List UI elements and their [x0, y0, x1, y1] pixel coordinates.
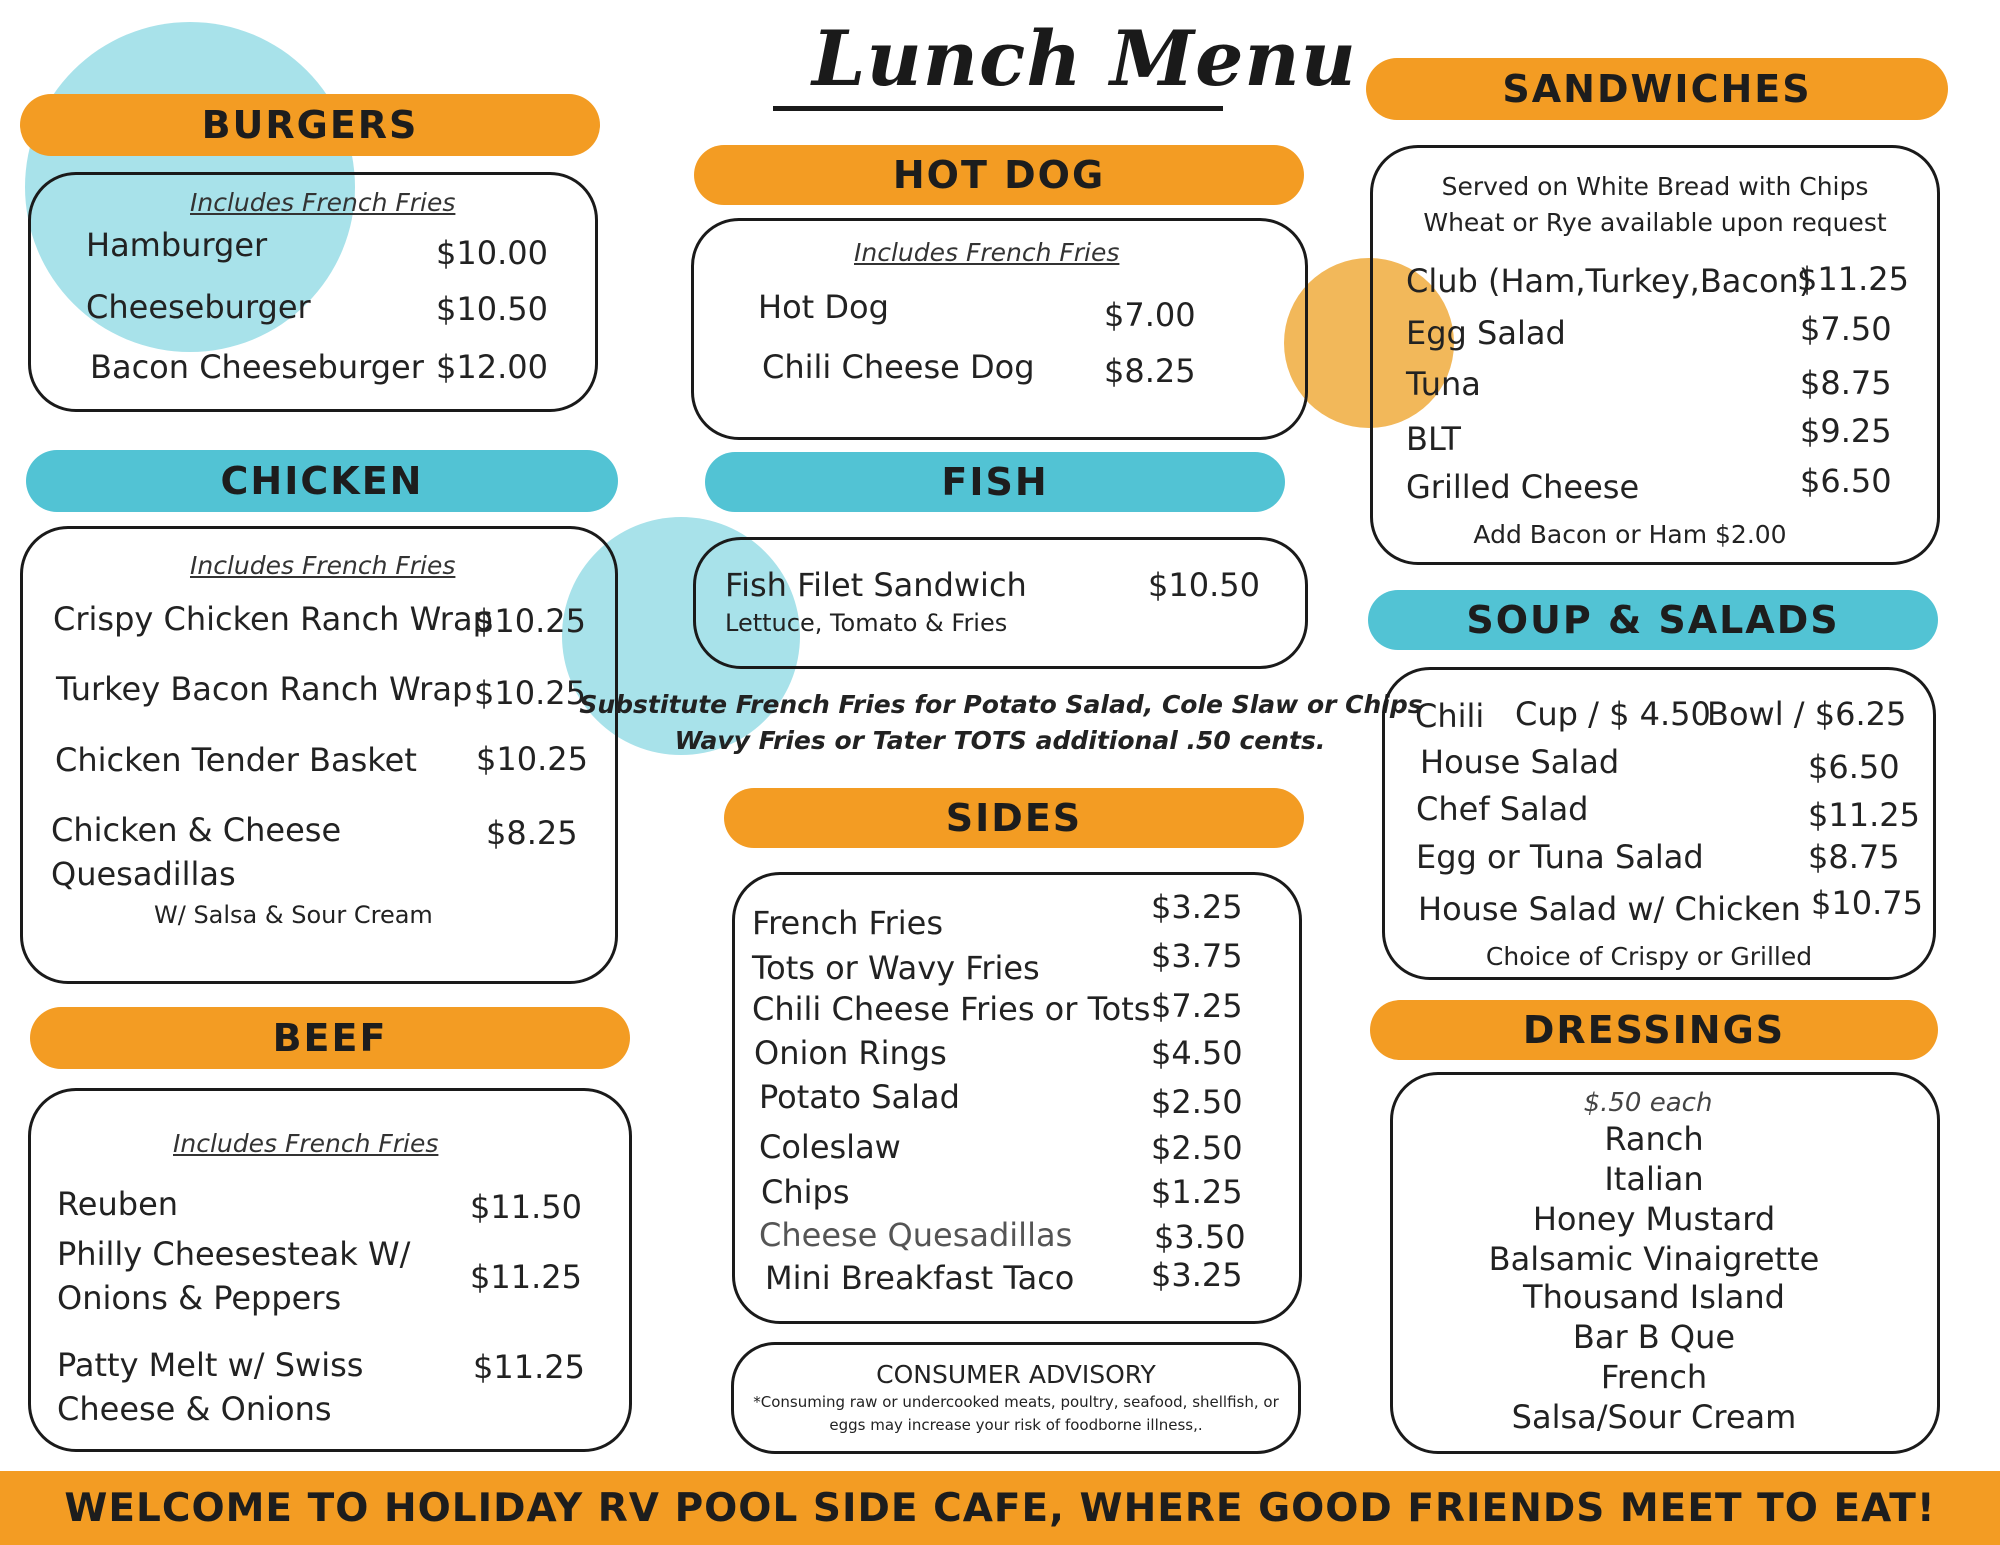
substitute-note-line1: Substitute French Fries for Potato Salad, Cole Slaw or Chips — [579, 690, 1423, 719]
dressings-price: $.50 each — [1583, 1088, 1713, 1118]
menu-item-price: $11.25 — [1808, 796, 1920, 834]
dressing-item: Salsa/Sour Cream — [1511, 1398, 1797, 1436]
menu-item-price: $11.25 — [470, 1258, 582, 1296]
menu-item-price: $7.25 — [1151, 987, 1243, 1025]
menu-item-price: $6.50 — [1800, 462, 1892, 500]
menu-item-name: Tots or Wavy Fries — [752, 949, 1040, 987]
menu-item-name: Turkey Bacon Ranch Wrap — [56, 670, 473, 708]
menu-item-name: Chips — [761, 1173, 850, 1211]
dressing-item: Balsamic Vinaigrette — [1488, 1240, 1820, 1278]
beef-heading: BEEF — [30, 1007, 630, 1069]
advisory-heading: CONSUMER ADVISORY — [876, 1360, 1156, 1389]
menu-item-price: $10.25 — [474, 602, 586, 640]
menu-item-price: $3.50 — [1154, 1218, 1246, 1256]
chicken-includes-note: Includes French Fries — [190, 551, 456, 580]
menu-item-price: $11.50 — [470, 1188, 582, 1226]
dressings-heading: DRESSINGS — [1370, 1000, 1938, 1060]
menu-item-price: $3.25 — [1151, 888, 1243, 926]
menu-item-price: $1.25 — [1151, 1173, 1243, 1211]
title-underline — [773, 106, 1223, 111]
menu-item-name: BLT — [1406, 420, 1461, 458]
burgers-includes-note: Includes French Fries — [190, 188, 456, 217]
hotdog-heading: HOT DOG — [694, 145, 1304, 205]
menu-item-name: Egg Salad — [1406, 314, 1566, 352]
menu-item-name: Fish Filet Sandwich — [725, 566, 1027, 604]
menu-item-name: Reuben — [57, 1185, 179, 1223]
menu-item-name: Grilled Cheese — [1406, 468, 1640, 506]
menu-item-name: Potato Salad — [759, 1078, 960, 1116]
soups-heading: SOUP & SALADS — [1368, 590, 1938, 650]
menu-item-name: House Salad w/ Chicken — [1418, 890, 1801, 928]
menu-item-price: $7.50 — [1800, 310, 1892, 348]
sandwiches-addon: Add Bacon or Ham $2.00 — [1473, 520, 1787, 549]
menu-item-name: House Salad — [1420, 743, 1620, 781]
menu-item-price: $8.75 — [1800, 364, 1892, 402]
chili-cup-price: Cup / $ 4.50 — [1515, 695, 1711, 733]
menu-item-price: $2.50 — [1151, 1129, 1243, 1167]
menu-item-price: $11.25 — [473, 1348, 585, 1386]
menu-item-price: $7.00 — [1104, 296, 1196, 334]
footer-text: WELCOME TO HOLIDAY RV POOL SIDE CAFE, WHERE GOOD FRIENDS MEET TO EAT! — [64, 1485, 1936, 1531]
menu-item-name: Chicken & Cheese — [51, 811, 342, 849]
menu-item-name: Chicken Tender Basket — [55, 741, 417, 779]
menu-item-price: $10.25 — [476, 740, 588, 778]
hotdog-includes-note: Includes French Fries — [854, 238, 1120, 267]
footer-banner — [0, 1471, 2000, 1545]
menu-item-name-line2: Cheese & Onions — [57, 1390, 332, 1428]
menu-item-price: $3.25 — [1151, 1256, 1243, 1294]
sandwiches-heading: SANDWICHES — [1366, 58, 1948, 120]
dressing-item: French — [1600, 1358, 1708, 1396]
menu-item-price: $12.00 — [436, 348, 548, 386]
menu-item-name: French Fries — [752, 904, 944, 942]
dressing-item: Italian — [1604, 1160, 1704, 1198]
dressing-item: Ranch — [1604, 1120, 1704, 1158]
menu-item-name: Egg or Tuna Salad — [1416, 838, 1704, 876]
chicken-heading: CHICKEN — [26, 450, 618, 512]
menu-item-price: $10.50 — [436, 290, 548, 328]
menu-item-name: Crispy Chicken Ranch Wrap — [53, 600, 493, 638]
menu-item-price: $11.25 — [1797, 260, 1909, 298]
menu-item-name: Philly Cheesesteak W/ — [57, 1235, 411, 1273]
menu-item-name: Cheese Quesadillas — [759, 1216, 1073, 1254]
menu-item-name-line2: Onions & Peppers — [57, 1279, 342, 1317]
menu-item-price: $2.50 — [1151, 1083, 1243, 1121]
page-title: Lunch Menu — [812, 14, 1357, 103]
menu-item-sub: W/ Salsa & Sour Cream — [154, 901, 433, 929]
menu-item-price: $8.25 — [486, 814, 578, 852]
menu-item-name: Bacon Cheeseburger — [90, 348, 424, 386]
menu-item-name: Coleslaw — [759, 1128, 901, 1166]
sides-heading: SIDES — [724, 788, 1304, 848]
menu-item-price: $8.25 — [1104, 352, 1196, 390]
menu-item-name: Chili Cheese Dog — [762, 348, 1035, 386]
menu-item-price: $10.75 — [1811, 884, 1923, 922]
menu-item-name: Chef Salad — [1416, 790, 1589, 828]
sandwiches-note1: Served on White Bread with Chips — [1441, 172, 1869, 201]
substitute-note-line2: Wavy Fries or Tater TOTS additional .50 cents. — [674, 726, 1326, 755]
menu-item-name-line2: Quesadillas — [51, 855, 236, 893]
beef-includes-note: Includes French Fries — [173, 1129, 439, 1158]
menu-item-name: Mini Breakfast Taco — [765, 1259, 1075, 1297]
menu-item-price: $8.75 — [1808, 838, 1900, 876]
menu-item-price: $10.00 — [436, 234, 548, 272]
menu-item-name: Onion Rings — [754, 1034, 947, 1072]
menu-item-name: Chili — [1415, 697, 1485, 735]
menu-item-name: Tuna — [1406, 365, 1481, 403]
menu-item-price: $9.25 — [1800, 412, 1892, 450]
menu-item-sub: Lettuce, Tomato & Fries — [725, 609, 1008, 637]
menu-item-name: Chili Cheese Fries or Tots — [752, 990, 1151, 1028]
dressing-item: Thousand Island — [1523, 1278, 1785, 1316]
menu-item-price: $10.25 — [474, 674, 586, 712]
advisory-line2: eggs may increase your risk of foodborne illness,. — [829, 1416, 1203, 1434]
advisory-line1: *Consuming raw or undercooked meats, poultry, seafood, shellfish, or — [753, 1393, 1279, 1411]
dressing-item: Honey Mustard — [1532, 1200, 1776, 1238]
menu-item-price: $6.50 — [1808, 748, 1900, 786]
menu-item-name: Patty Melt w/ Swiss — [57, 1346, 364, 1384]
chili-bowl-price: Bowl / $6.25 — [1707, 695, 1907, 733]
dressing-item: Bar B Que — [1572, 1318, 1736, 1356]
menu-item-name: Hamburger — [86, 226, 268, 264]
menu-item-price: $3.75 — [1151, 937, 1243, 975]
menu-item-name: Hot Dog — [758, 288, 889, 326]
fish-heading: FISH — [705, 452, 1285, 512]
menu-item-price: $10.50 — [1148, 566, 1260, 604]
menu-item-name: Club (Ham,Turkey,Bacon) — [1406, 262, 1812, 300]
menu-item-price: $4.50 — [1151, 1034, 1243, 1072]
soups-note: Choice of Crispy or Grilled — [1485, 942, 1813, 971]
menu-item-name: Cheeseburger — [86, 288, 311, 326]
burgers-heading: BURGERS — [20, 94, 600, 156]
sandwiches-note2: Wheat or Rye available upon request — [1423, 208, 1887, 237]
